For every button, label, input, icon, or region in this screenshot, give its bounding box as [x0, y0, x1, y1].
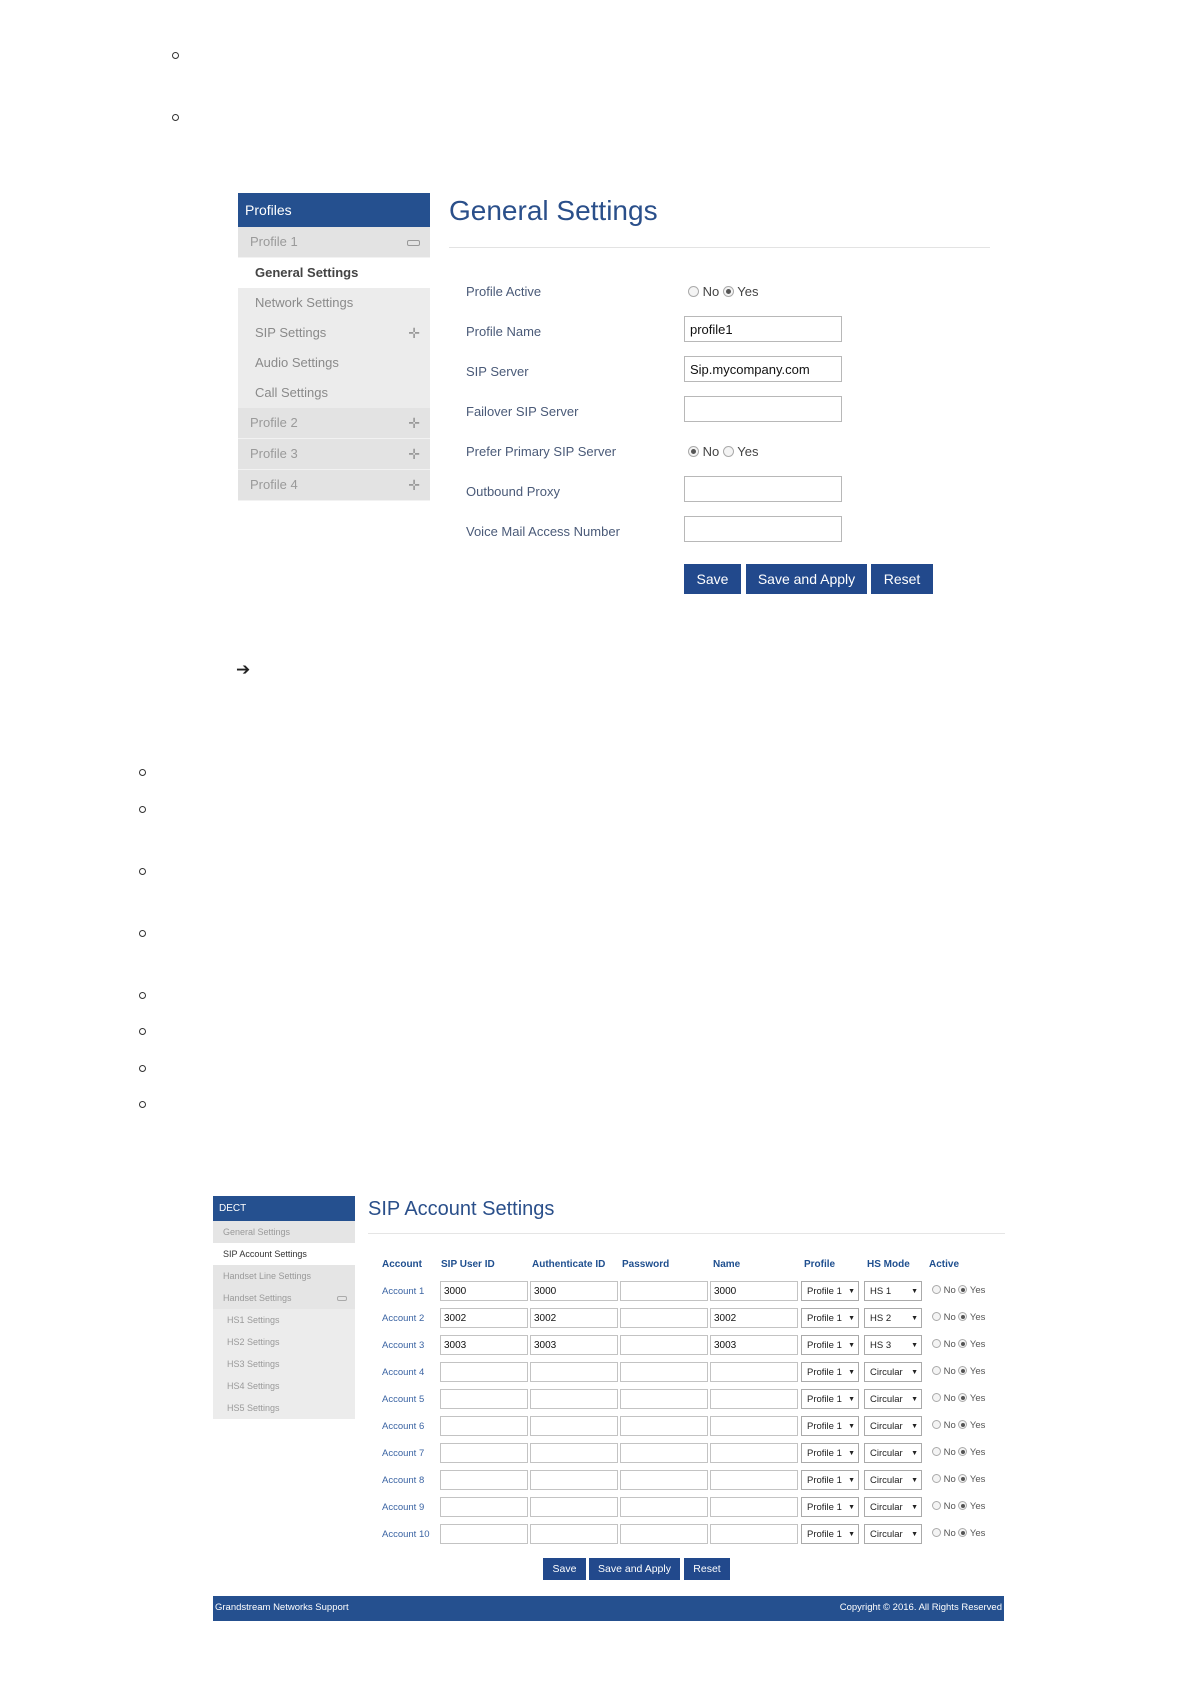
failover-sip-server-input[interactable] — [684, 396, 842, 422]
hs-mode-select[interactable] — [864, 1416, 922, 1436]
sidebar-item-label: Handset Line Settings — [223, 1271, 312, 1281]
profile-select[interactable] — [801, 1362, 859, 1382]
expand-icon[interactable]: ✛ — [408, 477, 420, 493]
dropdown-arrow-icon: ▼ — [911, 1504, 918, 1511]
sidebar-item-label: General Settings — [255, 265, 359, 280]
sip-server-label: SIP Server — [466, 364, 529, 379]
sidebar-item-label: Audio Settings — [255, 355, 339, 370]
list-bullet — [139, 1101, 146, 1108]
sidebar-item-handset-line-settings[interactable] — [213, 1265, 355, 1287]
profile-select[interactable] — [801, 1443, 859, 1463]
profile-select[interactable] — [801, 1308, 859, 1328]
sidebar-item-sip-settings[interactable] — [238, 318, 430, 348]
sidebar-item-label: SIP Settings — [255, 325, 327, 340]
account-label: Account 1 — [382, 1286, 425, 1297]
active-yes-radio[interactable] — [958, 1447, 967, 1456]
dropdown-arrow-icon: ▼ — [848, 1288, 855, 1295]
sidebar-item-label: HS5 Settings — [227, 1403, 280, 1413]
prefer-primary-yes-radio[interactable] — [723, 446, 734, 457]
sidebar-item-label: Call Settings — [255, 385, 328, 400]
account-label: Account 6 — [382, 1421, 425, 1432]
hs-mode-select[interactable] — [864, 1281, 922, 1301]
sidebar-item-profile-2[interactable] — [238, 408, 430, 439]
dropdown-arrow-icon: ▼ — [848, 1369, 855, 1376]
dect-sidebar — [213, 1196, 355, 1419]
active-no-radio[interactable] — [932, 1447, 941, 1456]
sidebar-item-label: Profile 2 — [250, 415, 298, 430]
sidebar-item-hs5-settings[interactable] — [213, 1397, 355, 1419]
list-bullet — [172, 114, 179, 121]
password-input[interactable] — [620, 1281, 708, 1301]
password-input[interactable] — [620, 1443, 708, 1463]
column-header-hs-mode: HS Mode — [867, 1259, 910, 1270]
reset-button[interactable]: Reset — [871, 564, 933, 594]
radio-label: Yes — [737, 444, 759, 459]
hs-mode-select[interactable] — [864, 1335, 922, 1355]
radio-label: Yes — [969, 1420, 986, 1431]
radio-label: Yes — [969, 1366, 986, 1377]
radio-label: No — [943, 1366, 956, 1377]
profiles-sidebar — [238, 193, 430, 501]
profile-active-radio-group — [688, 284, 758, 299]
name-input[interactable] — [710, 1497, 798, 1517]
active-radio-group — [932, 1474, 985, 1485]
sidebar-item-general-settings[interactable] — [238, 258, 430, 288]
failover-sip-server-label: Failover SIP Server — [466, 404, 579, 419]
expand-icon[interactable]: ✛ — [408, 415, 420, 431]
authenticate-id-input[interactable] — [530, 1443, 618, 1463]
voice-mail-label: Voice Mail Access Number — [466, 524, 620, 539]
dropdown-arrow-icon: ▼ — [911, 1288, 918, 1295]
sidebar-item-hs3-settings[interactable] — [213, 1353, 355, 1375]
page-title: SIP Account Settings — [368, 1198, 555, 1220]
active-yes-radio[interactable] — [958, 1285, 967, 1294]
footer-copyright: Copyright © 2016. All Rights Reserved — [839, 1602, 1002, 1613]
list-bullet — [139, 769, 146, 776]
name-input[interactable] — [710, 1389, 798, 1409]
sidebar-item-handset-settings[interactable] — [213, 1287, 355, 1309]
list-bullet — [139, 1028, 146, 1035]
sidebar-item-label: Network Settings — [255, 295, 354, 310]
list-bullet — [139, 992, 146, 999]
active-no-radio[interactable] — [932, 1420, 941, 1429]
hs-mode-select-value: Circular — [870, 1421, 903, 1432]
divider — [449, 247, 990, 248]
dropdown-arrow-icon: ▼ — [911, 1396, 918, 1403]
column-header-password: Password — [622, 1259, 670, 1270]
radio-label: No — [943, 1474, 956, 1485]
hs-mode-select[interactable] — [864, 1389, 922, 1409]
sidebar-header: DECT — [213, 1196, 355, 1221]
name-input[interactable]: 3003 — [710, 1335, 798, 1355]
collapse-icon[interactable] — [407, 227, 420, 257]
list-bullet — [139, 806, 146, 813]
profile-active-no-radio[interactable] — [688, 286, 699, 297]
dropdown-arrow-icon: ▼ — [848, 1477, 855, 1484]
profile-select-value: Profile 1 — [807, 1313, 842, 1324]
active-radio-group — [932, 1312, 985, 1323]
profile-active-label: Profile Active — [466, 284, 542, 299]
radio-label: Yes — [969, 1285, 986, 1296]
password-input[interactable] — [620, 1497, 708, 1517]
sidebar-item-label: Profile 1 — [250, 234, 298, 249]
dropdown-arrow-icon: ▼ — [911, 1450, 918, 1457]
sidebar-item-label: HS1 Settings — [227, 1315, 280, 1325]
name-input[interactable] — [710, 1443, 798, 1463]
profile-name-input[interactable]: profile1 — [684, 316, 842, 342]
account-label: Account 5 — [382, 1394, 425, 1405]
footer — [213, 1596, 1004, 1621]
radio-label: No — [943, 1393, 956, 1404]
profile-select[interactable] — [801, 1335, 859, 1355]
dropdown-arrow-icon: ▼ — [911, 1531, 918, 1538]
account-label: Account 4 — [382, 1367, 425, 1378]
column-header-account: Account — [382, 1259, 422, 1270]
hs-mode-select-value: HS 1 — [870, 1286, 892, 1297]
save-button[interactable]: Save — [543, 1558, 586, 1580]
radio-label: No — [702, 444, 720, 459]
radio-label: No — [943, 1339, 956, 1350]
sip-user-id-input[interactable] — [440, 1470, 528, 1490]
profile-select-value: Profile 1 — [807, 1475, 842, 1486]
radio-label: No — [943, 1312, 956, 1323]
radio-label: Yes — [969, 1501, 986, 1512]
sidebar-item-label: General Settings — [223, 1227, 291, 1237]
sidebar-item-hs1-settings[interactable] — [213, 1309, 355, 1331]
profile-select-value: Profile 1 — [807, 1421, 842, 1432]
radio-label: No — [943, 1501, 956, 1512]
active-radio-group — [932, 1528, 985, 1539]
hs-mode-select[interactable] — [864, 1362, 922, 1382]
dropdown-arrow-icon: ▼ — [848, 1315, 855, 1322]
active-yes-radio[interactable] — [958, 1366, 967, 1375]
radio-label: Yes — [969, 1393, 986, 1404]
sidebar-item-label: HS4 Settings — [227, 1381, 280, 1391]
sip-user-id-input[interactable] — [440, 1416, 528, 1436]
name-input[interactable]: 3000 — [710, 1281, 798, 1301]
account-label: Account 3 — [382, 1340, 425, 1351]
profile-name-label: Profile Name — [466, 324, 542, 339]
sip-user-id-input[interactable]: 3002 — [440, 1308, 528, 1328]
active-radio-group — [932, 1420, 985, 1431]
password-input[interactable] — [620, 1362, 708, 1382]
active-no-radio[interactable] — [932, 1339, 941, 1348]
voice-mail-input[interactable] — [684, 516, 842, 542]
active-yes-radio[interactable] — [958, 1312, 967, 1321]
name-input[interactable] — [710, 1470, 798, 1490]
sidebar-item-audio-settings[interactable] — [238, 348, 430, 378]
list-bullet — [172, 52, 179, 59]
profile-select-value: Profile 1 — [807, 1367, 842, 1378]
dropdown-arrow-icon: ▼ — [848, 1450, 855, 1457]
authenticate-id-input[interactable] — [530, 1416, 618, 1436]
hs-mode-select-value: Circular — [870, 1475, 903, 1486]
column-header-active: Active — [929, 1259, 960, 1270]
sidebar-item-profile-4[interactable] — [238, 470, 430, 501]
active-radio-group — [932, 1339, 985, 1350]
list-bullet — [139, 868, 146, 875]
sip-user-id-input[interactable] — [440, 1443, 528, 1463]
password-input[interactable] — [620, 1335, 708, 1355]
sidebar-item-hs4-settings[interactable] — [213, 1375, 355, 1397]
column-header-sip-user-id: SIP User ID — [441, 1259, 495, 1270]
account-label: Account 10 — [382, 1529, 430, 1540]
active-yes-radio[interactable] — [958, 1339, 967, 1348]
sip-user-id-input[interactable] — [440, 1389, 528, 1409]
active-no-radio[interactable] — [932, 1501, 941, 1510]
hs-mode-select-value: HS 2 — [870, 1313, 892, 1324]
profile-select[interactable] — [801, 1470, 859, 1490]
active-no-radio[interactable] — [932, 1528, 941, 1537]
hs-mode-select[interactable] — [864, 1470, 922, 1490]
hs-mode-select-value: Circular — [870, 1394, 903, 1405]
sidebar-item-call-settings[interactable] — [238, 378, 430, 408]
sip-user-id-input[interactable] — [440, 1497, 528, 1517]
sip-server-input[interactable]: Sip.mycompany.com — [684, 356, 842, 382]
sip-user-id-input[interactable] — [440, 1524, 528, 1544]
divider — [368, 1233, 1005, 1234]
name-input[interactable] — [710, 1416, 798, 1436]
hs-mode-select-value: HS 3 — [870, 1340, 892, 1351]
name-input[interactable] — [710, 1524, 798, 1544]
profile-select[interactable] — [801, 1416, 859, 1436]
hs-mode-select[interactable] — [864, 1308, 922, 1328]
radio-label: No — [943, 1447, 956, 1458]
radio-label: Yes — [969, 1474, 986, 1485]
sidebar-item-label: HS3 Settings — [227, 1359, 280, 1369]
save-and-apply-button[interactable]: Save and Apply — [746, 564, 867, 594]
collapse-icon[interactable] — [337, 1287, 347, 1309]
list-bullet — [139, 1065, 146, 1072]
footer-support-text: Grandstream Networks Support — [215, 1602, 349, 1613]
outbound-proxy-label: Outbound Proxy — [466, 484, 560, 499]
sidebar-item-label: Profile 3 — [250, 446, 298, 461]
password-input[interactable] — [620, 1389, 708, 1409]
sidebar-item-label: Handset Settings — [223, 1293, 292, 1303]
active-yes-radio[interactable] — [958, 1501, 967, 1510]
profile-select-value: Profile 1 — [807, 1529, 842, 1540]
sidebar-item-profile-1[interactable] — [238, 227, 430, 258]
password-input[interactable] — [620, 1524, 708, 1544]
radio-label: Yes — [969, 1447, 986, 1458]
active-yes-radio[interactable] — [958, 1474, 967, 1483]
profile-select[interactable] — [801, 1281, 859, 1301]
dropdown-arrow-icon: ▼ — [911, 1423, 918, 1430]
dropdown-arrow-icon: ▼ — [848, 1342, 855, 1349]
profile-select[interactable] — [801, 1497, 859, 1517]
sidebar-item-label: Profile 4 — [250, 477, 298, 492]
hs-mode-select-value: Circular — [870, 1367, 903, 1378]
dropdown-arrow-icon: ▼ — [911, 1315, 918, 1322]
prefer-primary-radio-group — [688, 444, 758, 459]
prefer-primary-label: Prefer Primary SIP Server — [466, 444, 617, 459]
radio-label: No — [702, 284, 720, 299]
password-input[interactable] — [620, 1416, 708, 1436]
authenticate-id-input[interactable]: 3000 — [530, 1281, 618, 1301]
radio-label: No — [943, 1285, 956, 1296]
save-button[interactable]: Save — [684, 564, 741, 594]
radio-label: Yes — [737, 284, 759, 299]
profile-select-value: Profile 1 — [807, 1448, 842, 1459]
account-label: Account 7 — [382, 1448, 425, 1459]
sidebar-item-label: SIP Account Settings — [223, 1249, 307, 1259]
hs-mode-select[interactable] — [864, 1443, 922, 1463]
authenticate-id-input[interactable] — [530, 1389, 618, 1409]
hs-mode-select-value: Circular — [870, 1448, 903, 1459]
active-radio-group — [932, 1447, 985, 1458]
authenticate-id-input[interactable] — [530, 1497, 618, 1517]
radio-label: Yes — [969, 1312, 986, 1323]
sidebar-item-sip-account-settings[interactable] — [213, 1243, 355, 1265]
active-yes-radio[interactable] — [958, 1528, 967, 1537]
active-no-radio[interactable] — [932, 1312, 941, 1321]
outbound-proxy-input[interactable] — [684, 476, 842, 502]
account-label: Account 9 — [382, 1502, 425, 1513]
radio-label: No — [943, 1528, 956, 1539]
active-radio-group — [932, 1501, 985, 1512]
dropdown-arrow-icon: ▼ — [848, 1396, 855, 1403]
dropdown-arrow-icon: ▼ — [848, 1531, 855, 1538]
dropdown-arrow-icon: ▼ — [911, 1477, 918, 1484]
profile-active-yes-radio[interactable] — [723, 286, 734, 297]
profile-select-value: Profile 1 — [807, 1340, 842, 1351]
active-no-radio[interactable] — [932, 1393, 941, 1402]
password-input[interactable] — [620, 1470, 708, 1490]
active-radio-group — [932, 1393, 985, 1404]
dropdown-arrow-icon: ▼ — [848, 1423, 855, 1430]
hs-mode-select[interactable] — [864, 1497, 922, 1517]
sip-user-id-input[interactable] — [440, 1362, 528, 1382]
page-title: General Settings — [449, 195, 658, 226]
active-no-radio[interactable] — [932, 1366, 941, 1375]
active-no-radio[interactable] — [932, 1474, 941, 1483]
save-and-apply-button[interactable]: Save and Apply — [589, 1558, 680, 1580]
column-header-authenticate-id: Authenticate ID — [532, 1259, 606, 1270]
prefer-primary-no-radio[interactable] — [688, 446, 699, 457]
authenticate-id-input[interactable]: 3002 — [530, 1308, 618, 1328]
active-no-radio[interactable] — [932, 1285, 941, 1294]
profile-select-value: Profile 1 — [807, 1286, 842, 1297]
profile-select[interactable] — [801, 1389, 859, 1409]
hs-mode-select-value: Circular — [870, 1529, 903, 1540]
radio-label: Yes — [969, 1528, 986, 1539]
account-label: Account 2 — [382, 1313, 425, 1324]
list-bullet — [139, 930, 146, 937]
dropdown-arrow-icon: ▼ — [911, 1342, 918, 1349]
sidebar-header: Profiles — [238, 193, 430, 227]
radio-label: No — [943, 1420, 956, 1431]
profile-select[interactable] — [801, 1524, 859, 1544]
profile-select-value: Profile 1 — [807, 1502, 842, 1513]
expand-icon[interactable]: ✛ — [408, 325, 420, 341]
account-label: Account 8 — [382, 1475, 425, 1486]
sidebar-item-general-settings[interactable] — [213, 1221, 355, 1243]
dropdown-arrow-icon: ▼ — [911, 1369, 918, 1376]
right-arrow-icon: ➔ — [236, 660, 251, 679]
sip-user-id-input[interactable]: 3000 — [440, 1281, 528, 1301]
sip-user-id-input[interactable]: 3003 — [440, 1335, 528, 1355]
active-yes-radio[interactable] — [958, 1393, 967, 1402]
name-input[interactable] — [710, 1362, 798, 1382]
sidebar-item-network-settings[interactable] — [238, 288, 430, 318]
name-input[interactable]: 3002 — [710, 1308, 798, 1328]
password-input[interactable] — [620, 1308, 708, 1328]
column-header-name: Name — [713, 1259, 741, 1270]
expand-icon[interactable]: ✛ — [408, 446, 420, 462]
authenticate-id-input[interactable] — [530, 1362, 618, 1382]
column-header-profile: Profile — [804, 1259, 836, 1270]
sidebar-item-hs2-settings[interactable] — [213, 1331, 355, 1353]
hs-mode-select-value: Circular — [870, 1502, 903, 1513]
authenticate-id-input[interactable] — [530, 1524, 618, 1544]
authenticate-id-input[interactable]: 3003 — [530, 1335, 618, 1355]
profile-select-value: Profile 1 — [807, 1394, 842, 1405]
active-radio-group — [932, 1366, 985, 1377]
authenticate-id-input[interactable] — [530, 1470, 618, 1490]
reset-button[interactable]: Reset — [684, 1558, 730, 1580]
active-yes-radio[interactable] — [958, 1420, 967, 1429]
dropdown-arrow-icon: ▼ — [848, 1504, 855, 1511]
sidebar-item-label: HS2 Settings — [227, 1337, 280, 1347]
radio-label: Yes — [969, 1339, 986, 1350]
hs-mode-select[interactable] — [864, 1524, 922, 1544]
sidebar-item-profile-3[interactable] — [238, 439, 430, 470]
active-radio-group — [932, 1285, 985, 1296]
